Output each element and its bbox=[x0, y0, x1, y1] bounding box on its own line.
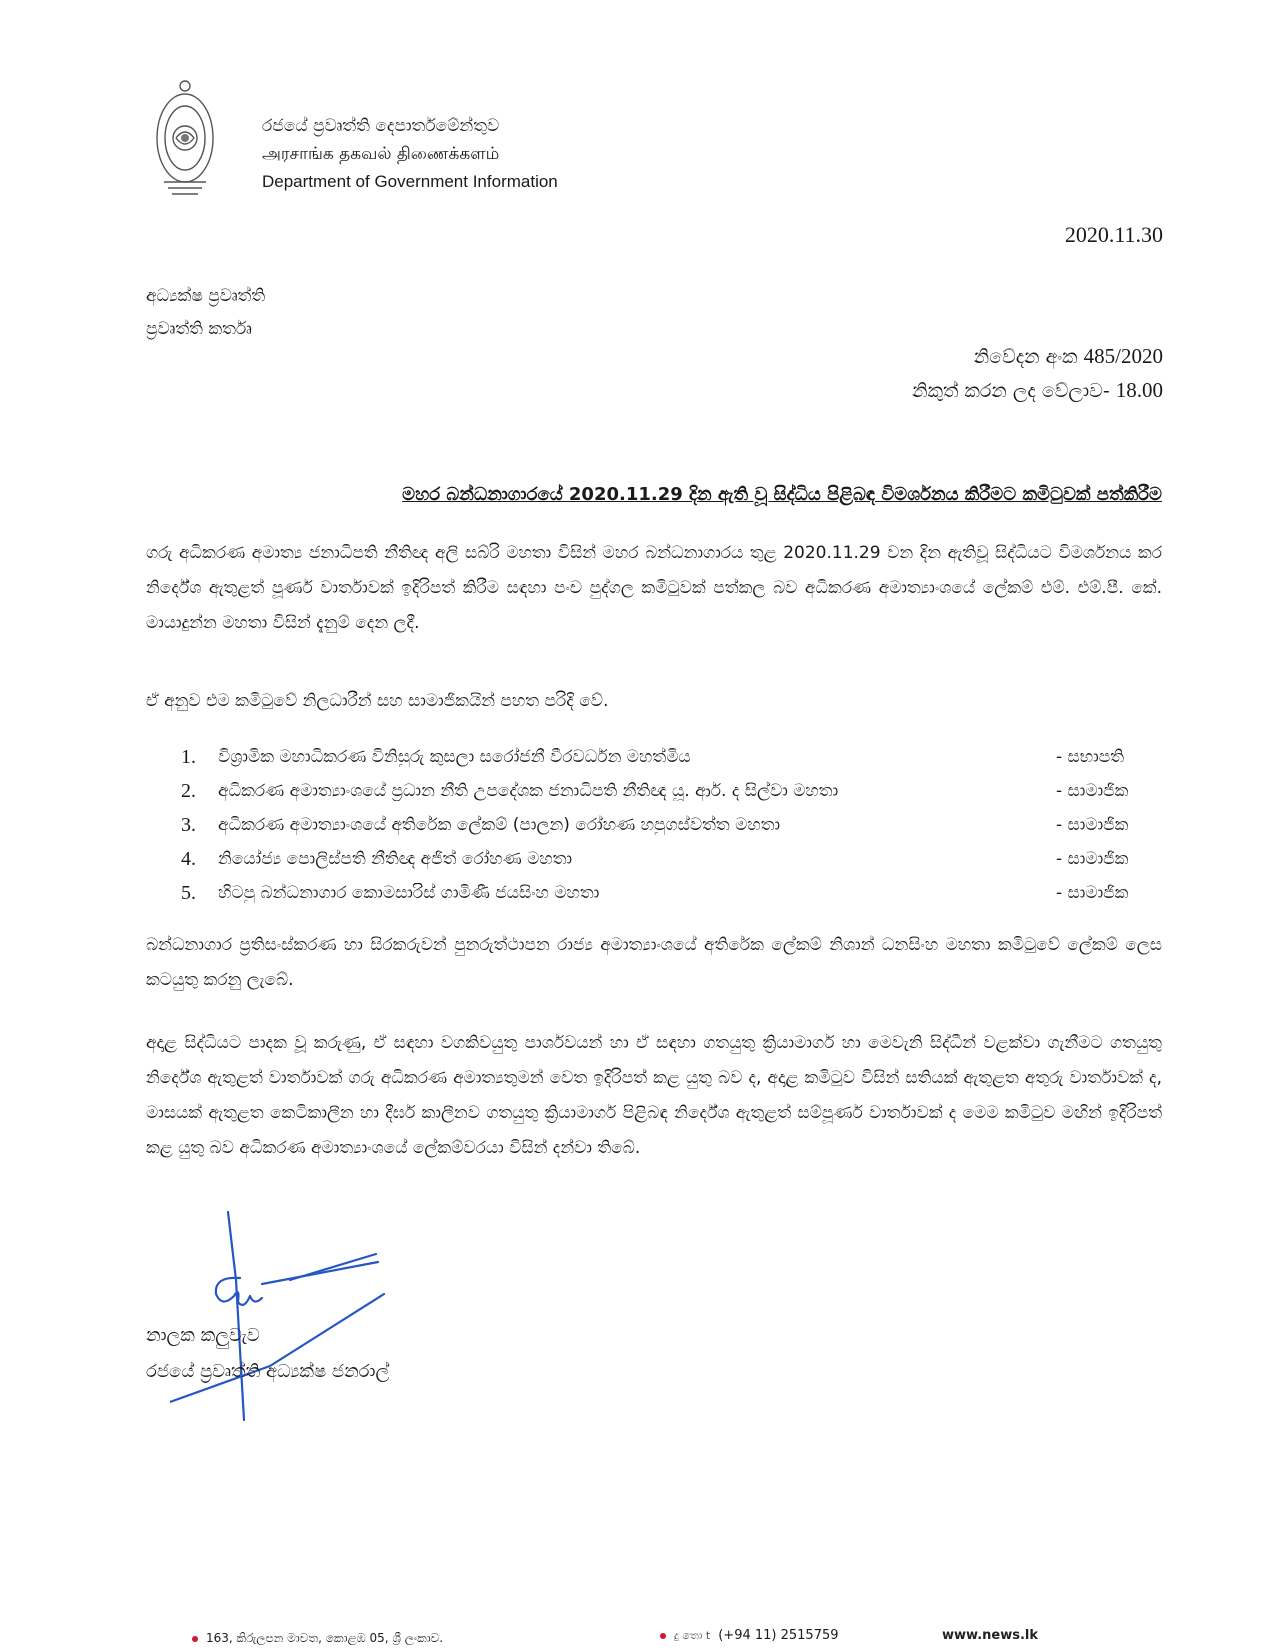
footer-phone-label: දු තො t bbox=[674, 1629, 711, 1642]
member-role: - සාමාජික bbox=[1056, 849, 1129, 869]
recipients-block bbox=[146, 280, 265, 346]
member-number: 3. bbox=[181, 813, 196, 836]
committee-member-list bbox=[146, 740, 1166, 910]
release-time-label: නිකුත් කරන ලද වේලාව- bbox=[912, 380, 1110, 402]
letter-date: 2020.11.30 bbox=[1064, 222, 1163, 247]
body-paragraph-secretary: බන්ධනාගාර ප්‍රතිසංස්කරණ හා සිරකරුවන් පුනරුත්ථාපන රාජ්‍ය අමාත්‍යාංශයේ අතිරේක ලේකම් නිශාන් ධනසිංහ මහතා කමිටුවේ ලේකම් ලෙස කටයුතු කරනු ලැබේ. bbox=[146, 935, 1162, 990]
dept-name-tamil: அரசாங்க தகவல் திணைக்களம் bbox=[262, 144, 500, 164]
recipient-line: ප්‍රවෘත්ති කර්තෘ bbox=[146, 319, 252, 339]
member-number: 4. bbox=[181, 847, 196, 870]
release-time: 18.00 bbox=[1115, 378, 1163, 402]
signer-block bbox=[146, 1318, 389, 1390]
body-paragraph-intro: ගරු අධිකරණ අමාත්‍ය ජනාධිපති නීතිඥ අලි සබ්රි මහතා විසින් මහර බන්ධනාගාරය තුළ 2020.11.29 වන දින ඇතිවූ සිද්ධියට විමර්ශනය කර නිර්දේශ ඇතුළත් පූර්ණ වාර්තාවක් ඉදිරිපත් කිරීම සඳහා පංච පුද්ගල කමිටුවක් පත්කල බව අධිකරණ අමාත්‍යාංශයේ ලේකම් එම්. එම්.පී. කේ. මායාදුන්න මහතා විසින් දැනුම් දෙන ලදී. bbox=[146, 543, 1162, 633]
member-role: - සාමාජික bbox=[1056, 815, 1129, 835]
member-number: 2. bbox=[181, 779, 196, 802]
member-name: නියෝජ්‍ය පොලිස්පති නීතිඥ අජිත් රෝහණ මහතා bbox=[218, 849, 573, 869]
footer-address bbox=[192, 1631, 443, 1646]
member-role: - සාමාජික bbox=[1056, 883, 1129, 903]
release-number: 485/2020 bbox=[1083, 344, 1163, 368]
list-item bbox=[146, 774, 1166, 808]
list-item bbox=[146, 740, 1166, 774]
bullet-icon bbox=[660, 1633, 666, 1639]
member-name: විශ්‍රාමික මහාධිකරණ විනිසුරු කුසලා සරෝජනී වීරවර්ධන මහත්මිය bbox=[218, 747, 691, 767]
footer-phone-number: (+94 11) 2515759 bbox=[718, 1628, 839, 1643]
signer-name: නාලක කලුවැව bbox=[146, 1325, 260, 1346]
dept-name-english: Department of Government Information bbox=[262, 172, 558, 191]
list-item bbox=[146, 842, 1166, 876]
member-name: හිටපු බන්ධනාගාර කොමසාරිස් ගාමිණී ජයසිංහ මහතා bbox=[218, 883, 600, 903]
member-number: 1. bbox=[181, 745, 196, 768]
document-title: මහර බන්ධනාගාරයේ 2020.11.29 දින ඇති වූ සිද්ධිය පිළිබඳ විමර්ශනය කිරීමට කමිටුවක් පත්කිරීම bbox=[402, 484, 1162, 505]
member-name: අධිකරණ අමාත්‍යාංශයේ ප්‍රධාන නීති උපදේශක ජනාධිපති නීතිඥ යූ. ආර්. ද සිල්වා මහතා bbox=[218, 781, 839, 801]
release-number-line bbox=[912, 340, 1163, 374]
footer-phone bbox=[660, 1628, 839, 1643]
body-paragraph-report-requirements: අදාළ සිද්ධියට පාදක වූ කරුණු, ඒ සඳහා වගකිවයුතු පාර්ශවයන් හා ඒ සඳහා ගතයුතු ක්‍රියාමාර්ග හා මෙවැනි සිද්ධීන් වළක්වා ගැනීමට ගතයුතු නිර්දේශ ඇතුළත් වාර්තාවක් ගරු අධිකරණ අමාත්‍යතුමන් වෙත ඉදිරිපත් කළ යුතු බව ද, අදාළ කමිටුව විසින් සතියක් ඇතුළත අතුරු වාර්තාවක් ද, මාසයක් ඇතුළත කෙටිකාලීන හා දීර්ඝ කාලීනව ගතයුතු ක්‍රියාමාර්ග පිළිබඳ නිර්දේශ ඇතුළත් සම්පූර්ණ වාර්තාවක් ද මෙම කමිටුව මඟින් ඉදිරිපත් කළ යුතු බව අධිකරණ අමාත්‍යාංශයේ ලේකම්වරයා විසින් දන්වා තිබේ. bbox=[146, 1033, 1162, 1158]
member-name: අධිකරණ අමාත්‍යාංශයේ අතිරේක ලේකම් (පාලන) රෝහණ හපුගස්වත්ත මහතා bbox=[218, 815, 781, 835]
bullet-icon bbox=[192, 1636, 198, 1642]
release-number-label: නිවේදන අංක bbox=[973, 346, 1078, 368]
list-item bbox=[146, 808, 1166, 842]
footer-address-text: 163, කිරුලපන මාවත, කොළඹ 05, ශ්‍රී ලංකාව. bbox=[206, 1631, 444, 1645]
department-name-block bbox=[262, 112, 558, 196]
reference-block bbox=[912, 340, 1163, 408]
member-number: 5. bbox=[181, 881, 196, 904]
dept-name-sinhala: රජයේ ප්‍රවෘත්ති දෙපාර්තමේන්තුව bbox=[262, 116, 500, 136]
member-role: - සභාපති bbox=[1056, 747, 1125, 767]
release-time-line bbox=[912, 374, 1163, 408]
member-role: - සාමාජික bbox=[1056, 781, 1129, 801]
sri-lanka-emblem-icon bbox=[154, 78, 216, 198]
signer-designation: රජයේ ප්‍රවෘත්ති අධ්‍යක්ෂ ජනරාල් bbox=[146, 1361, 390, 1382]
recipient-line: අධ්‍යක්ෂ ප්‍රවෘත්ති bbox=[146, 286, 266, 306]
footer-website: www.news.lk bbox=[942, 1628, 1038, 1643]
body-paragraph-members-intro: ඒ අනුව එම කමිටුවේ නිලධාරීන් සහ සාමාජිකයින් පහත පරිදි වේ. bbox=[146, 691, 609, 711]
list-item bbox=[146, 876, 1166, 910]
